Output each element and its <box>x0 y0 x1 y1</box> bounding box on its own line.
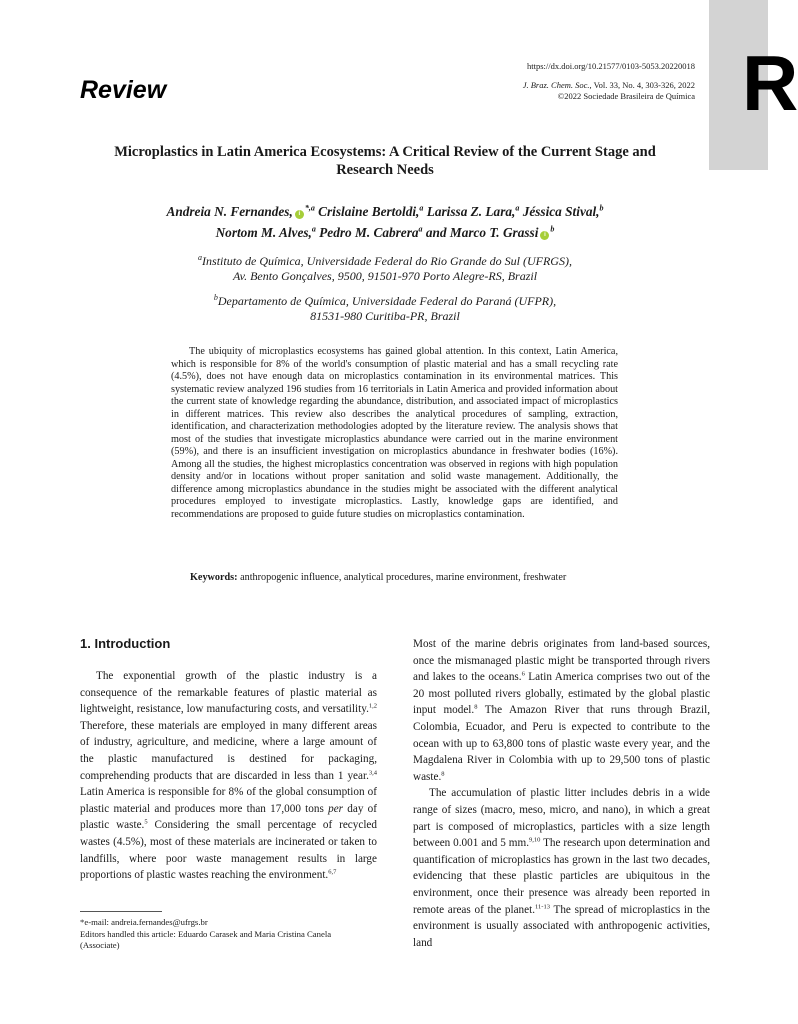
author-affiliation-marker: a <box>311 224 316 234</box>
author-affiliation-marker: *,a <box>304 204 315 213</box>
author-affiliation-marker: a <box>419 204 424 213</box>
author-name: Jéssica Stival,$^b$ <box>522 204 604 220</box>
copyright: ©2022 Sociedade Brasileira de Química <box>557 91 695 101</box>
keywords-label: Keywords: <box>190 572 238 583</box>
citation-marker: 8 <box>474 703 478 711</box>
keywords-text: anthropogenic influence, analytical procedures, marine environment, freshwater <box>237 572 567 583</box>
orcid-icon[interactable]: i <box>540 231 549 240</box>
volume-info: , Vol. 33, No. 4, 303-326, 2022 <box>589 80 695 90</box>
footnote-divider <box>80 911 162 912</box>
citation-marker: 11-13 <box>535 902 550 910</box>
citation-marker: 1,2 <box>368 702 377 710</box>
citation-marker: 8 <box>441 770 445 778</box>
body-paragraph: The exponential growth of the plastic industry is a consequence of the remarkable features of plastic material as lightweight, resistance, low manufacturing costs, and versatility.$^{1,2}$ Therefore, these materials are employed in many different areas of industry, agriculture, and medicine, where a large amount of the plastic manufactured is destined for packaging, comprehending products that are discarded in less than 1 year.$^{3,4}$ Latin America is responsible for 8% of the global consumption of plastic material and produces more than 17,000 tons per day of plastic waste.$^5$ Considering the small percentage of recycled wastes (4.5%), most of these materials are incinerated or taken to landfills, where poor waste management results in large proportions of plastic wastes reaching the environment.$^{6,7}$ <box>80 670 377 882</box>
body-paragraph: The accumulation of plastic litter includes debris in a wide range of sizes (macro, meso, micro, and nano), in which a great part is composed of microplastics, particles with a size length between 0.001 and 5 mm.$^{9,10}$ The research upon determination and quantification of microplastics has grown in the last two decades, evidencing that these plastic particles are ubiquitous in the environment, once their presence was already been reported in remote areas of the planet.$^{11-13}$ The spread of microplastics in the environment is usually associated with anthropogenic activities, land <box>413 787 711 949</box>
affiliation-b <box>90 290 680 324</box>
author-affiliation-marker: a <box>515 204 520 213</box>
author-name: Larissa Z. Lara,$^a$ <box>426 204 520 220</box>
author-name: Crislaine Bertoldi,$^a$ <box>318 204 424 220</box>
citation-marker: 3,4 <box>368 768 377 776</box>
author-affiliation-marker: a <box>418 224 423 234</box>
body-column-right <box>413 636 710 951</box>
section-label: Review <box>80 76 167 104</box>
affiliation-a <box>90 250 680 284</box>
body-paragraph: Most of the marine debris originates from land-based sources, once the mismanaged plastic might be transported through rivers and lakes to the oceans.$^6$ Latin America comprises two out of the 20 most polluted rivers globally, estimated by the global plastic input model.$^8$ The Amazon River that runs through Brazil, Colombia, Ecuador, and Peru is expected to contribute to the ocean with up to 63,800 tons of plastic waste every year, and the Magdalena River in Colombia with up to 29,500 tons of plastic waste.$^8$ <box>413 638 710 783</box>
doi-link[interactable]: https://dx.doi.org/10.21577/0103-5053.20220018 <box>527 61 695 71</box>
author-name: and Marco T. Grassi $i^b$ <box>425 224 555 240</box>
author-name: Nortom M. Alves,$^a$ <box>215 224 316 240</box>
section-tab-letter: R <box>742 39 798 127</box>
citation-marker: 5 <box>144 818 148 826</box>
abstract: The ubiquity of microplastics ecosystems has gained global attention. In this context, Latin America, which is responsible for 8% of the world's consumption of plastic material and has a small recycling rate (4.5%), does not have enough data on microplastics contamination in its environmental matrices. This systematic review analyzed 196 studies from 16 territorials in Latin America and provided information about the current state of knowledge regarding the abundance, distribution, and associated impact of microplastics in different matrices. This review also describes the analytical procedures of sampling, extraction, identification, and characterization methodologies adopted by the literature review. The analysis shows that most of the studies that investigate microplastics abundance were carried out in the marine environment (59%), and there is an insufficient investigation on microplastics abundance in freshwater bodies (16%). Among all the studies, the highest microplastics concentration was observed in regions with high population density and/or in locations without proper sanitation and solid waste management. Additionally, the difference among microplastics abundance in the studies might be associated with the different analytical procedures employed to investigate microplastics. Lastly, knowledge gaps are identified, and recommendations are proposed to guide future studies on microplastics contamination. <box>171 346 618 520</box>
orcid-icon[interactable]: i <box>295 210 304 219</box>
author-affiliation-marker: b <box>599 204 604 213</box>
corresponding-email: *e-mail: andreia.fernandes@ufrgs.br <box>80 917 208 927</box>
body-column-left <box>80 668 377 884</box>
affiliation-marker: a <box>198 253 203 262</box>
citation-marker: 6,7 <box>328 868 337 876</box>
footnotes <box>80 917 380 952</box>
author-name: Andreia N. Fernandes, $i^{*,a}$ <box>166 204 315 220</box>
citation-marker: 9,10 <box>529 836 541 844</box>
affiliation-line: 81531-980 Curitiba-PR, Brazil <box>310 309 460 323</box>
citation-marker: 6 <box>521 670 525 678</box>
author-name: Pedro M. Cabrera$^a$ <box>319 224 423 240</box>
affiliation-line: Instituto de Química, Universidade Federal do Rio Grande do Sul (UFRGS), <box>202 254 572 268</box>
journal-citation <box>523 80 695 91</box>
article-title: Microplastics in Latin America Ecosystems: A Critical Review of the Current Stage and Research Needs <box>114 144 656 178</box>
affiliation-marker: b <box>213 293 218 302</box>
italic-text: per <box>328 802 344 815</box>
author-affiliation-marker: b <box>550 224 555 234</box>
affiliation-line: Departamento de Química, Universidade Federal do Paraná (UFPR), <box>217 294 557 308</box>
affiliation-line: Av. Bento Gonçalves, 9500, 91501-970 Porto Alegre-RS, Brazil <box>232 269 538 283</box>
editors-note: (Associate) <box>80 940 120 950</box>
journal-abbrev: J. Braz. Chem. Soc. <box>522 80 590 90</box>
author-list <box>90 200 680 241</box>
section-heading-introduction: 1. Introduction <box>80 636 171 651</box>
keywords <box>190 572 620 583</box>
editors-note: Editors handled this article: Eduardo Carasek and Maria Cristina Canela <box>80 928 332 939</box>
